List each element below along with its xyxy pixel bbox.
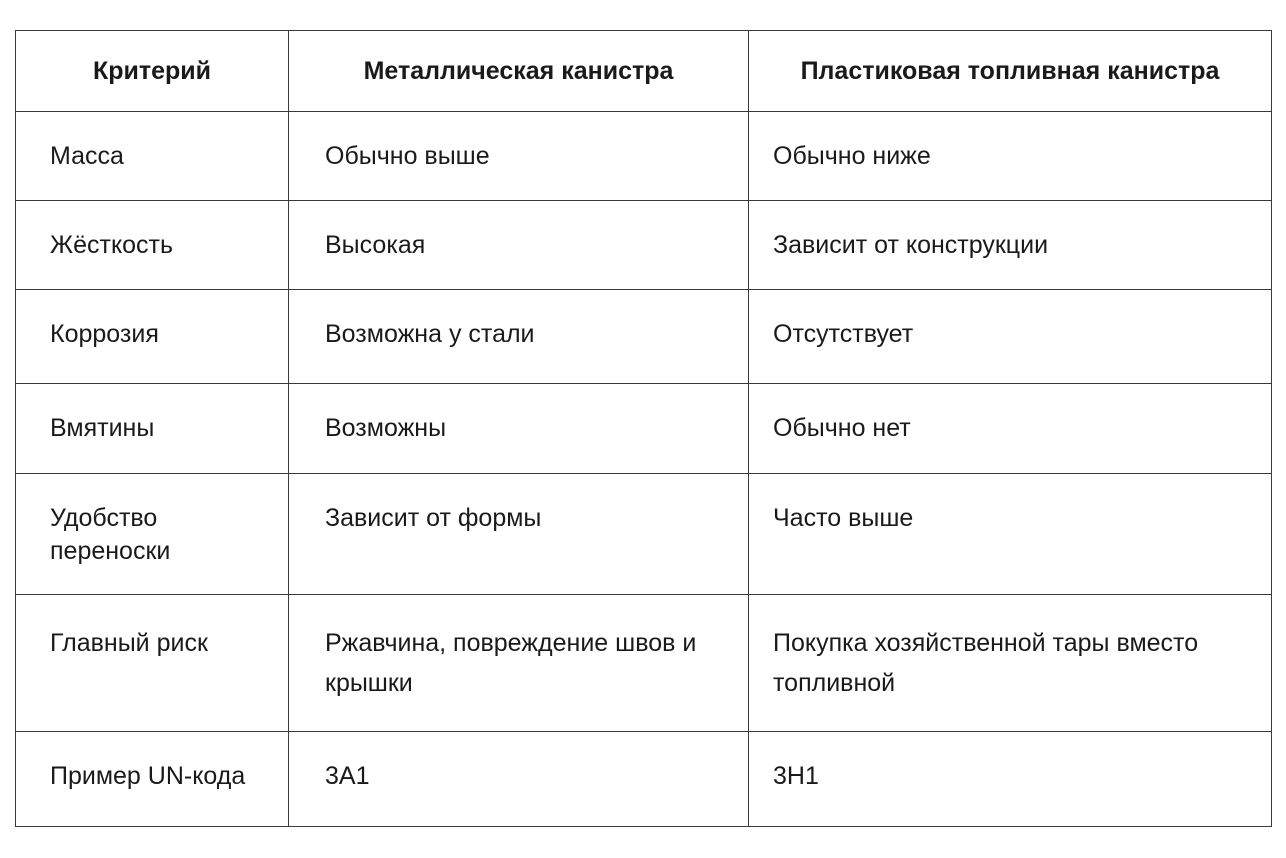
cell-criterion: Жёсткость: [16, 201, 289, 290]
cell-criterion: Масса: [16, 112, 289, 201]
table-row: [16, 112, 1272, 201]
cell-plastic: Обычно нет: [749, 384, 1272, 474]
cell-metal: Возможны: [289, 384, 749, 474]
cell-criterion: Удобство переноски: [16, 474, 289, 595]
header-metal-canister: Металлическая канистра: [289, 31, 749, 112]
header-criterion: Критерий: [16, 31, 289, 112]
cell-metal: 3A1: [289, 732, 749, 827]
table-body: [16, 112, 1272, 827]
cell-criterion: Пример UN-кода: [16, 732, 289, 827]
cell-plastic: Покупка хозяйственной тары вместо топливной: [749, 595, 1272, 732]
table-row: [16, 732, 1272, 827]
table-row: [16, 384, 1272, 474]
cell-criterion: Главный риск: [16, 595, 289, 732]
table-row: [16, 474, 1272, 595]
comparison-table: [15, 30, 1272, 827]
cell-plastic: Зависит от конструкции: [749, 201, 1272, 290]
cell-metal: Высокая: [289, 201, 749, 290]
table-row: [16, 290, 1272, 384]
cell-plastic: Отсутствует: [749, 290, 1272, 384]
cell-metal: Обычно выше: [289, 112, 749, 201]
cell-plastic: Обычно ниже: [749, 112, 1272, 201]
cell-plastic: 3H1: [749, 732, 1272, 827]
header-plastic-canister: Пластиковая топливная канистра: [749, 31, 1272, 112]
cell-metal: Возможна у стали: [289, 290, 749, 384]
table-row: [16, 201, 1272, 290]
table-row: [16, 595, 1272, 732]
cell-plastic: Часто выше: [749, 474, 1272, 595]
cell-metal: Зависит от формы: [289, 474, 749, 595]
cell-criterion: Коррозия: [16, 290, 289, 384]
header-row: [16, 31, 1272, 112]
cell-criterion: Вмятины: [16, 384, 289, 474]
cell-metal: Ржавчина, повреждение швов и крышки: [289, 595, 749, 732]
table-header: [16, 31, 1272, 112]
